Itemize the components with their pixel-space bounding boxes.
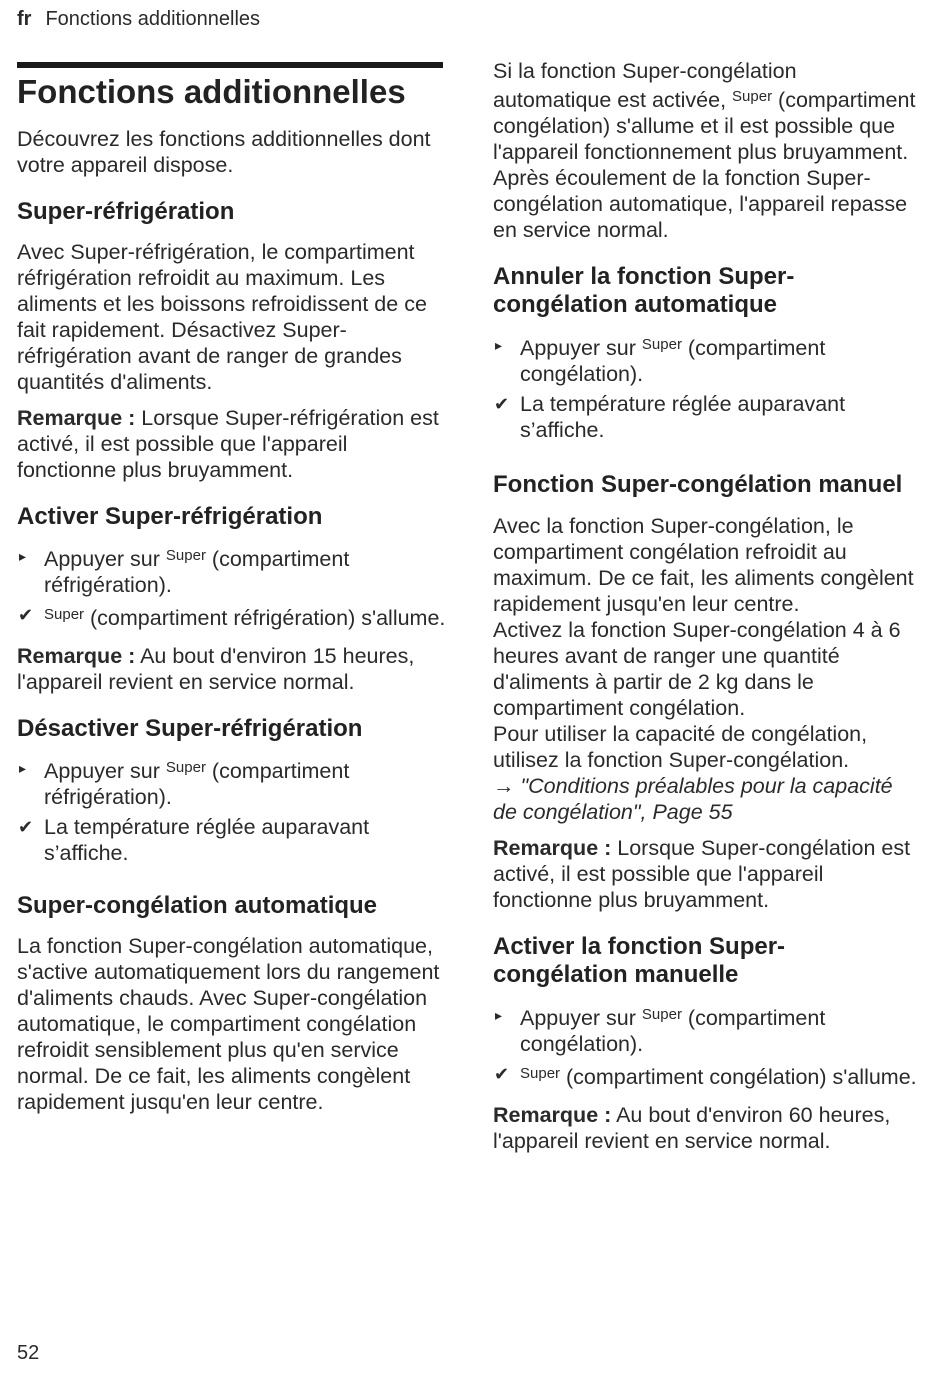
intro-text: Découvrez les fonctions additionnelles dont votre appareil dispose. xyxy=(17,127,431,178)
note xyxy=(17,405,447,483)
result-item: ✔ $^{Super}$ (compartiment réfrigération) s'allume. xyxy=(17,602,447,631)
page-title: Fonctions additionnelles xyxy=(17,73,406,110)
manual-para-3: Pour utiliser la capacité de congélation, utilisez la fonction Super-congélation. xyxy=(493,722,868,773)
note-text: Lorsque Super-réfrigération est activé, il est possible que l'appareil fonctionne plus bruyamment. xyxy=(17,405,439,482)
result-item: ✔ La température réglée auparavant s’affiche. xyxy=(494,391,846,442)
step-arrow-icon: ▸ xyxy=(495,336,503,353)
step-item: ▸ Appuyer sur $^{Super}$ (compartiment congélation). xyxy=(493,332,918,387)
note xyxy=(493,1102,918,1154)
note-label: Remarque : xyxy=(17,405,136,430)
note xyxy=(17,643,447,695)
note-text: Lorsque Super-congélation est activé, il est possible que l'appareil fonctionne plus bruyamment. xyxy=(493,836,911,913)
check-icon: ✔ xyxy=(18,817,34,838)
heading-annuler-super-congelation: Annuler la fonction Super-congélation automatique xyxy=(493,263,795,319)
note-text: Au bout d'environ 15 heures, l'appareil revient en service normal. xyxy=(17,643,415,694)
steps-list xyxy=(493,1002,918,1090)
header-title: Fonctions additionnelles xyxy=(45,8,261,30)
step-item: ▸ Appuyer sur $^{Super}$ (compartiment réfrigération). xyxy=(17,755,447,810)
heading-desactiver-super-refrigeration: Désactiver Super-réfrigération xyxy=(17,714,363,742)
super-key-icon: Super xyxy=(165,759,206,777)
manual-para-2: Activez la fonction Super-congélation 4 à 6 heures avant de ranger une quantité d'aliments à partir de 2 kg dans le compartiment congélation. xyxy=(493,618,901,721)
super-congelation-auto-text: La fonction Super-congélation automatique, s'active automatiquement lors du rangement d'aliments chauds. Avec Super-congélation automatique, le compartiment congélation refroidit sensiblement plus qu'en service normal. De ce fait, les aliments congèlent rapidement jusqu'en leur centre. xyxy=(17,933,440,1114)
page-header xyxy=(17,8,260,31)
title-rule xyxy=(17,62,443,68)
manual-para-1: Avec la fonction Super-congélation, le compartiment congélation refroidit au maximum. De ce fait, les aliments congèlent rapidement jusqu'en leur centre. xyxy=(493,514,914,617)
step-arrow-icon: ▸ xyxy=(495,1006,503,1023)
left-column xyxy=(17,62,447,1125)
note-label: Remarque : xyxy=(493,1102,612,1127)
page-number: 52 xyxy=(17,1342,40,1364)
heading-activer-super-congelation-manuelle: Activer la fonction Super-congélation manuelle xyxy=(493,933,786,989)
note-text: Au bout d'environ 60 heures, l'appareil revient en service normal. xyxy=(493,1102,891,1153)
step-item: ▸ Appuyer sur $^{Super}$ (compartiment réfrigération). xyxy=(17,543,447,598)
steps-list xyxy=(17,755,447,866)
heading-activer-super-refrigeration: Activer Super-réfrigération xyxy=(17,502,323,530)
check-icon: ✔ xyxy=(494,1063,510,1084)
check-icon: ✔ xyxy=(494,393,510,414)
steps-list xyxy=(17,543,447,631)
note-label: Remarque : xyxy=(17,643,136,668)
check-icon: ✔ xyxy=(18,604,34,625)
super-refrigeration-text: Avec Super-réfrigération, le compartiment réfrigération refroidit au maximum. Les aliments et les boissons refroidissent de ce fait rapidement. Désactivez Super-réfrigération avant de ranger de grandes quantités d'aliments. xyxy=(17,239,427,394)
page-reference-link[interactable]: → "Conditions préalables pour la capacité de congélation", Page 55 xyxy=(493,774,893,825)
super-key-icon: Super xyxy=(732,88,773,105)
steps-list xyxy=(493,332,918,443)
super-key-icon: Super xyxy=(44,605,85,623)
super-key-icon: Super xyxy=(641,1005,682,1023)
language-code: fr xyxy=(17,8,32,30)
super-key-icon: Super xyxy=(165,546,206,564)
result-item: ✔ La température réglée auparavant s’affiche. xyxy=(18,815,370,866)
note xyxy=(493,835,918,913)
super-key-icon: Super xyxy=(641,335,682,353)
step-arrow-icon: ▸ xyxy=(19,547,27,564)
note-label: Remarque : xyxy=(493,836,612,861)
auto-active-text: Si la fonction Super-congélation automatique est activée, $^{Super}$ (compartiment congélation) s'allume et il est possible que l'appareil fonctionnement plus bruyamment. xyxy=(493,59,916,164)
step-item: ▸ Appuyer sur $^{Super}$ (compartiment congélation). xyxy=(493,1002,918,1057)
heading-super-refrigeration: Super-réfrigération xyxy=(17,198,235,226)
step-arrow-icon: ▸ xyxy=(19,760,27,777)
auto-end-text: Après écoulement de la fonction Super-congélation automatique, l'appareil repasse en service normal. xyxy=(493,166,908,242)
arrow-right-icon: → xyxy=(493,774,515,799)
super-key-icon: Super xyxy=(520,1064,561,1082)
right-column xyxy=(493,58,918,1164)
heading-super-congelation-automatique: Super-congélation automatique xyxy=(17,892,378,920)
heading-super-congelation-manuel: Fonction Super-congélation manuel xyxy=(493,470,903,498)
result-item: ✔ $^{Super}$ (compartiment congélation) s'allume. xyxy=(493,1061,918,1090)
